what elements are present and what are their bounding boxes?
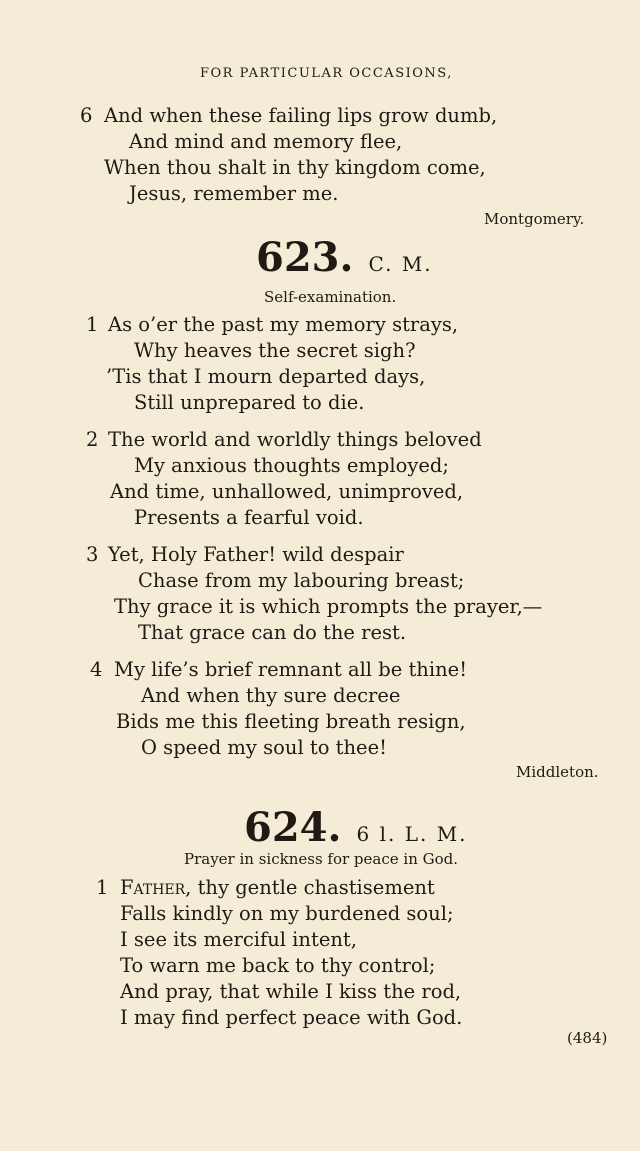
verse-line: My life’s brief remnant all be thine! xyxy=(114,658,468,681)
verse-line: Presents a fearful void. xyxy=(134,506,364,529)
verse-line: To warn me back to thy control; xyxy=(120,954,436,977)
page-number: (484) xyxy=(567,1029,608,1047)
running-head: FOR PARTICULAR OCCASIONS, xyxy=(200,66,453,81)
stanza-number: 4 xyxy=(90,658,103,681)
verse-line: My anxious thoughts employed; xyxy=(134,454,449,477)
verse-line: When thou shalt in thy kingdom come, xyxy=(104,156,486,179)
first-word-small-caps: Father, xyxy=(120,876,192,899)
stanza-number: 1 xyxy=(96,876,109,899)
verse-line: ’Tis that I mourn departed days, xyxy=(106,365,426,388)
stanza-number: 2 xyxy=(86,428,99,451)
verse-line: That grace can do the rest. xyxy=(138,621,407,644)
hymn-meter: 6 l. L. M. xyxy=(356,822,468,846)
hymn-number: 624. xyxy=(244,804,342,851)
verse-line: Thy grace it is which prompts the prayer,— xyxy=(114,595,543,618)
verse-line: And when thy sure decree xyxy=(141,684,401,707)
verse-line: I may find perfect peace with God. xyxy=(120,1006,463,1029)
verse-line: And mind and memory flee, xyxy=(129,130,403,153)
verse-line: Bids me this fleeting breath resign, xyxy=(116,710,466,733)
verse-line: And time, unhallowed, unimproved, xyxy=(110,480,464,503)
hymn-subtitle: Prayer in sickness for peace in God. xyxy=(184,850,459,868)
verse-line: As o’er the past my memory strays, xyxy=(108,313,459,336)
verse-line: O speed my soul to thee! xyxy=(141,736,387,759)
verse-line-rest: thy gentle chastisement xyxy=(191,876,435,899)
hymn-subtitle: Self-examination. xyxy=(264,288,397,306)
verse-line: And pray, that while I kiss the rod, xyxy=(120,980,462,1003)
verse-line: Chase from my labouring breast; xyxy=(138,569,465,592)
verse-line: Falls kindly on my burdened soul; xyxy=(120,902,454,925)
verse-line: Yet, Holy Father! wild despair xyxy=(108,543,404,566)
verse-line: Why heaves the secret sigh? xyxy=(134,339,416,362)
hymn-meter: C. M. xyxy=(368,252,433,276)
verse-line xyxy=(120,876,435,899)
verse-line: I see its merciful intent, xyxy=(120,928,357,951)
verse-line: Still unprepared to die. xyxy=(134,391,365,414)
author-attribution: Montgomery. xyxy=(484,210,585,228)
verse-line: And when these failing lips grow dumb, xyxy=(104,104,498,127)
hymn-heading xyxy=(256,234,433,281)
verse-line: The world and worldly things beloved xyxy=(108,428,482,451)
hymn-heading xyxy=(244,804,468,851)
author-attribution: Middleton. xyxy=(516,763,599,781)
stanza-number: 3 xyxy=(86,543,99,566)
stanza-number: 1 xyxy=(86,313,99,336)
stanza-number: 6 xyxy=(80,104,93,127)
hymn-number: 623. xyxy=(256,234,354,281)
verse-line: Jesus, remember me. xyxy=(129,182,339,205)
